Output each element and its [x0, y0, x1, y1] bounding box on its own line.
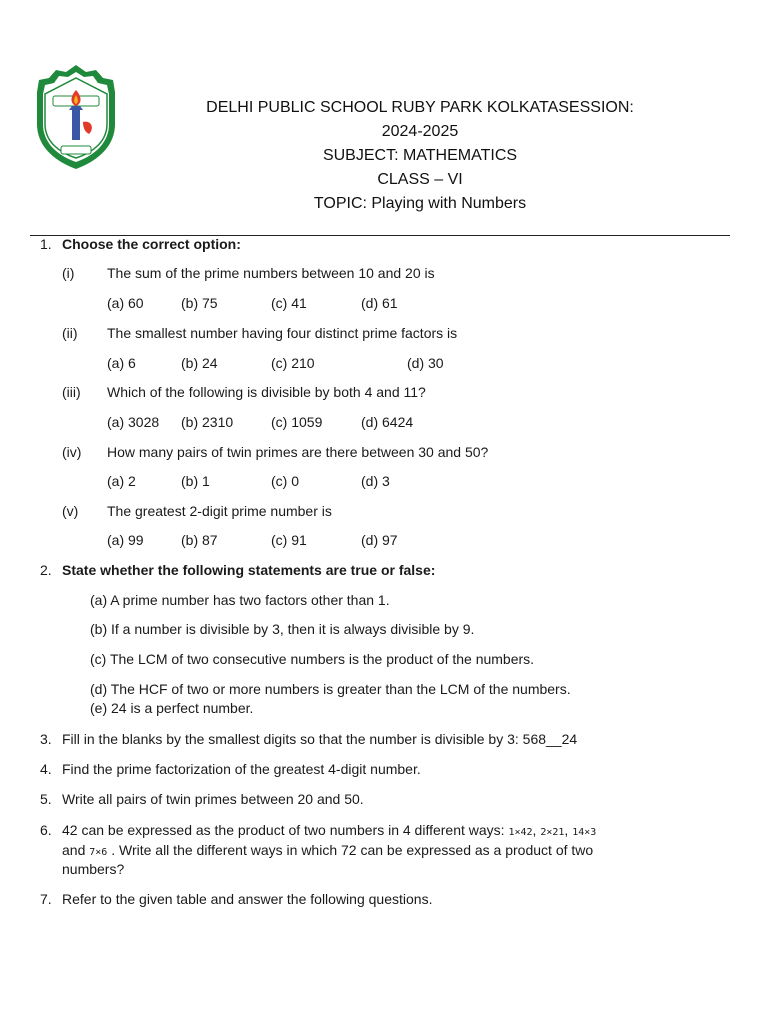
option: (c) 1059: [271, 414, 323, 430]
item-roman: (v): [62, 503, 79, 519]
option: (d) 3: [361, 473, 390, 489]
item-text: How many pairs of twin primes are there between 30 and 50?: [107, 444, 489, 460]
option: (b) 24: [181, 355, 218, 371]
q6-expr-4: 7×6: [89, 847, 108, 858]
item-text: The greatest 2-digit prime number is: [107, 503, 332, 519]
option: (d) 61: [361, 295, 398, 311]
option: (a) 3028: [107, 414, 160, 430]
statement-e: (e) 24 is a perfect number.: [90, 700, 254, 716]
option: (d) 6424: [361, 414, 414, 430]
item-roman: (iii): [62, 384, 81, 400]
option: (a) 6: [107, 355, 136, 371]
session-line: 2024-2025: [381, 123, 459, 140]
item-text: Which of the following is divisible by both 4 and 11?: [107, 384, 426, 400]
option: (a) 60: [107, 295, 144, 311]
q6-text-part3: . Write all the different ways in which 72 can be expressed as a product of two: [111, 842, 594, 858]
q6-expr-3: 14×3: [572, 827, 597, 838]
q6-expr-1: 1×42: [508, 827, 533, 838]
topic-line: TOPIC: Playing with Numbers: [313, 195, 527, 212]
option: (c) 41: [271, 295, 307, 311]
q6-expr-2: 2×21: [540, 827, 565, 838]
option: (c) 91: [271, 532, 307, 548]
option: (a) 99: [107, 532, 144, 548]
statement-a: (a) A prime number has two factors other than 1.: [90, 592, 390, 608]
subject-line: SUBJECT: MATHEMATICS: [322, 147, 518, 164]
option: (b) 75: [181, 295, 218, 311]
item-text: The sum of the prime numbers between 10 and 20 is: [107, 265, 435, 281]
q6-text-part4: numbers?: [62, 861, 125, 877]
item-roman: (ii): [62, 325, 78, 341]
item-roman: (i): [62, 265, 75, 281]
option: (c) 0: [271, 473, 299, 489]
option: (c) 210: [271, 355, 315, 371]
statement-c: (c) The LCM of two consecutive numbers is the product of the numbers.: [90, 651, 535, 667]
worksheet-header: [150, 96, 690, 216]
item-text: The smallest number having four distinct prime factors is: [107, 325, 458, 341]
statement-b: (b) If a number is divisible by 3, then it is always divisible by 9.: [90, 621, 475, 637]
option: (d) 97: [361, 532, 398, 548]
school-name-line: DELHI PUBLIC SCHOOL RUBY PARK KOLKATASESSION:: [206, 99, 634, 116]
option: (b) 1: [181, 473, 210, 489]
option: (d) 30: [407, 355, 444, 371]
school-logo: [33, 62, 119, 172]
option: (b) 87: [181, 532, 218, 548]
option: (a) 2: [107, 473, 136, 489]
option: (b) 2310: [181, 414, 234, 430]
statement-d: (d) The HCF of two or more numbers is greater than the LCM of the numbers.: [90, 681, 571, 697]
item-roman: (iv): [62, 444, 82, 460]
q6-text-part2: and: [62, 842, 86, 858]
class-line: CLASS – VI: [377, 171, 463, 188]
q6-text-part1: 42 can be expressed as the product of two numbers in 4 different ways:: [62, 822, 505, 838]
